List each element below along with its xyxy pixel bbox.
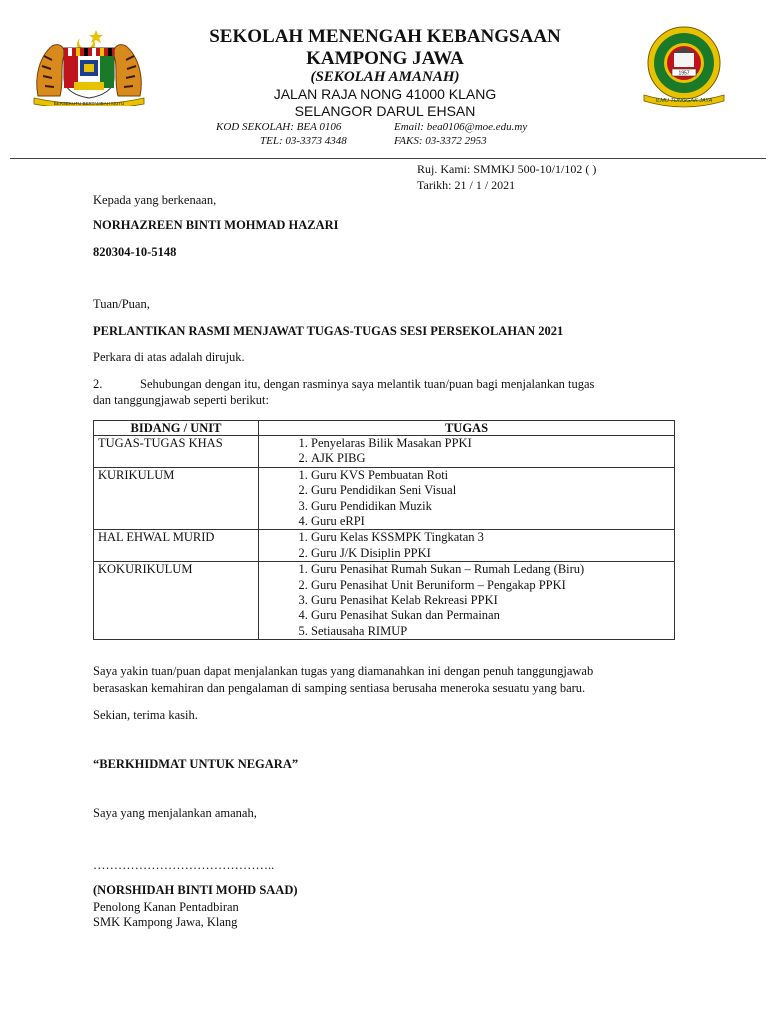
duties-cell [259,530,675,562]
table-row [94,467,675,530]
header-divider [10,158,766,159]
school-name [160,26,610,70]
school-status: (SEKOLAH AMANAH) [310,69,460,85]
duty-item: 2. Guru Penasihat Unit Beruniform – Pengakap PPKI [311,578,674,593]
motto: “BERKHIDMAT UNTUK NEGARA” [93,757,299,771]
letter-subject: PERLANTIKAN RASMI MENJAWAT TUGAS-TUGAS SESI PERSEKOLAHAN 2021 [93,324,564,338]
logo-year: 1957 [678,70,690,77]
school-code: KOD SEKOLAH: BEA 0106 [216,121,342,133]
crest-motto: BERSEKUTU BERTAMBAH MUTU [53,101,125,106]
table-header-row [94,421,675,436]
table-row [94,436,675,468]
logo-motto: ILMU TONGGAK JAYA [655,98,713,104]
duties-cell [259,436,675,468]
school-logo-icon [636,25,732,111]
closing-line2: berasaskan kemahiran dan pengalaman di samping sentiasa berusaha meneroka sesuatu yang baru. [93,681,586,695]
recipient-name: NORHAZREEN BINTI MOHMAD HAZARI [93,218,339,232]
greeting: Tuan/Puan, [93,297,150,311]
salutation-to: Kepada yang berkenaan, [93,193,217,207]
duties-cell [259,562,675,640]
school-fax: FAKS: 03-3372 2953 [394,135,487,147]
signer-org: SMK Kampong Jawa, Klang [93,915,238,929]
paragraph-2-number: 2. [93,377,103,391]
recipient-ic: 820304-10-5148 [93,245,177,259]
category-cell: HAL EHWAL MURID [94,530,259,562]
table-row [94,530,675,562]
header-tugas: TUGAS [259,421,675,436]
signoff: Saya yang menjalankan amanah, [93,806,257,820]
school-name-line1: SEKOLAH MENENGAH KEBANGSAAN [209,26,561,47]
duty-item: 1. Penyelaras Bilik Masakan PPKI [311,436,674,451]
duty-item: 5. Setiausaha RIMUP [311,624,674,639]
category-cell: TUGAS-TUGAS KHAS [94,436,259,468]
signature-line: …………………………………….. [93,858,275,872]
duties-table [93,420,675,640]
reference-number: Ruj. Kami: SMMKJ 500-10/1/102 ( ) [417,162,597,176]
school-email: Email: bea0106@moe.edu.my [394,121,528,133]
signer-title: Penolong Kanan Pentadbiran [93,900,239,914]
duty-item: 1. Guru Kelas KSSMPK Tingkatan 3 [311,530,674,545]
duty-item: 3. Guru Penasihat Kelab Rekreasi PPKI [311,593,674,608]
category-cell: KURIKULUM [94,467,259,530]
letter-date: Tarikh: 21 / 1 / 2021 [417,178,516,192]
address-line2: SELANGOR DARUL EHSAN [294,103,476,119]
closing-line1: Saya yakin tuan/puan dapat menjalankan tugas yang diamanahkan ini dengan penuh tanggungjawab [93,664,594,678]
duty-item: 4. Guru Penasihat Sukan dan Permainan [311,608,674,623]
school-tel: TEL: 03-3373 4348 [260,135,347,147]
duty-item: 2. Guru J/K Disiplin PPKI [311,546,674,561]
table-row [94,562,675,640]
school-name-line2: KAMPONG JAWA [306,48,464,69]
duty-item: 2. Guru Pendidikan Seni Visual [311,483,674,498]
duty-item: 4. Guru eRPI [311,514,674,529]
duty-item: 2. AJK PIBG [311,451,674,466]
address-line1: JALAN RAJA NONG 41000 KLANG [273,86,497,102]
thanks-line: Sekian, terima kasih. [93,708,198,722]
header-bidang: BIDANG / UNIT [94,421,259,436]
paragraph-2-line2: dan tanggungjawab seperti berikut: [93,393,269,407]
duties-cell [259,467,675,530]
paragraph-1: Perkara di atas adalah dirujuk. [93,350,245,364]
paragraph-2-line1: Sehubungan dengan itu, dengan rasminya saya melantik tuan/puan bagi menjalankan tugas [140,377,595,391]
signer-name: (NORSHIDAH BINTI MOHD SAAD) [93,883,298,897]
duty-item: 3. Guru Pendidikan Muzik [311,499,674,514]
category-cell: KOKURIKULUM [94,562,259,640]
national-crest-icon [30,26,148,106]
duty-item: 1. Guru KVS Pembuatan Roti [311,468,674,483]
duty-item: 1. Guru Penasihat Rumah Sukan – Rumah Ledang (Biru) [311,562,674,577]
